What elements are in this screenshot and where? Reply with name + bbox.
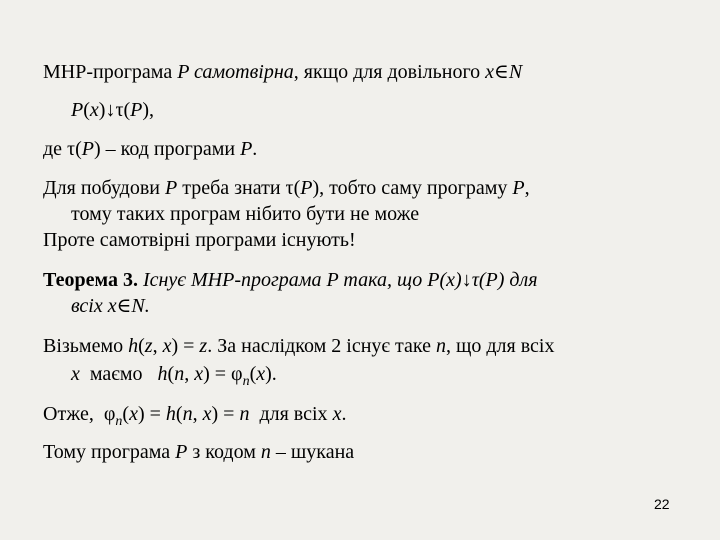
theorem-continuation-line [71,294,150,318]
theorem-line [43,268,538,292]
text-run: P самотвірна [177,61,294,83]
construction-continuation-line [71,202,419,226]
text-run: ). [265,363,277,385]
text-run: ( [138,335,145,357]
text-run: для всіх [249,403,333,425]
text-run: , [184,363,195,385]
text-run: x [202,403,212,425]
proof-line [43,334,554,358]
text-run: ( [122,403,130,425]
text-run: ) = [211,403,240,425]
construction-line [43,176,530,200]
text-run: P [130,99,143,121]
theorem-statement: Існує МНР-програма P така, що P(x)↓τ(P) для [137,269,538,291]
text-run: ( [249,363,257,385]
text-run: ) – код програми [93,138,241,160]
page-number: 22 [654,496,670,512]
text-run: ) = [137,403,166,425]
text-run: x [89,99,99,121]
text-run: n [435,335,446,357]
text-run: x [162,335,172,357]
text-run: – шукана [270,441,355,463]
text-run: x [256,363,266,385]
text-run: де τ( [43,138,82,160]
text-run: треба знати τ( [177,177,301,199]
text-run: . За наслідком 2 існує таке [207,335,436,357]
existence-line [43,228,356,252]
theorem-label: Теорема 3. [43,269,138,291]
text-run: Отже, φ [43,403,116,425]
text-run: P [240,138,253,160]
text-run: h [157,363,168,385]
text-run: МНР-програма [43,61,178,83]
proof-continuation-line [71,362,277,394]
text-run: ( [167,363,175,385]
text-run: x [71,363,80,385]
text-run: P [165,177,178,199]
text-run: x [129,403,138,425]
text-run: n [182,403,193,425]
text-run: . [341,403,347,425]
text-run: ) = φ [203,363,243,385]
text-run: , [524,177,530,199]
text-run: P [81,138,94,160]
text-run: з кодом [187,441,261,463]
subscript: n [115,414,123,429]
text-run: P [175,441,188,463]
text-run: Для побудови [43,177,166,199]
text-run: ), тобто саму програму [312,177,513,199]
text-run: ) = [171,335,200,357]
definition-line [43,60,522,84]
text-run: P [512,177,525,199]
text-run: N [508,61,523,83]
conclusion-line [43,402,346,434]
code-explanation-line [43,137,257,161]
text-run: маємо [79,363,158,385]
text-run: P [71,99,84,121]
theorem-statement: всіх x∈N. [71,295,150,317]
text-run: x [194,363,204,385]
text-run: n [260,441,271,463]
subscript: n [242,374,250,389]
text-run: n [174,363,185,385]
text-run: Тому програма [43,441,176,463]
text-run: ( [83,99,90,121]
text-run: n [239,403,250,425]
text-run: , що для всіх [445,335,555,357]
text-run: тому таких програм нібито бути не може [71,203,420,225]
text-run: ∈ [494,61,509,83]
text-run: h [128,335,139,357]
text-run: z [144,335,153,357]
text-run: z [199,335,208,357]
formula-line [71,98,154,122]
text-run: x [332,403,342,425]
final-line [43,440,354,464]
text-run: h [165,403,176,425]
text-run: , [152,335,163,357]
text-run: , якщо для довільного [293,61,486,83]
text-run: P [300,177,313,199]
text-run: Візьмемо [43,335,129,357]
text-run: )↓τ( [98,99,131,121]
text-run: , [192,403,203,425]
text-run: ( [175,403,183,425]
text-run: ), [142,99,155,121]
text-run: Проте самотвірні програми існують! [43,229,356,251]
text-run: . [252,138,258,160]
text-run: x [485,61,495,83]
